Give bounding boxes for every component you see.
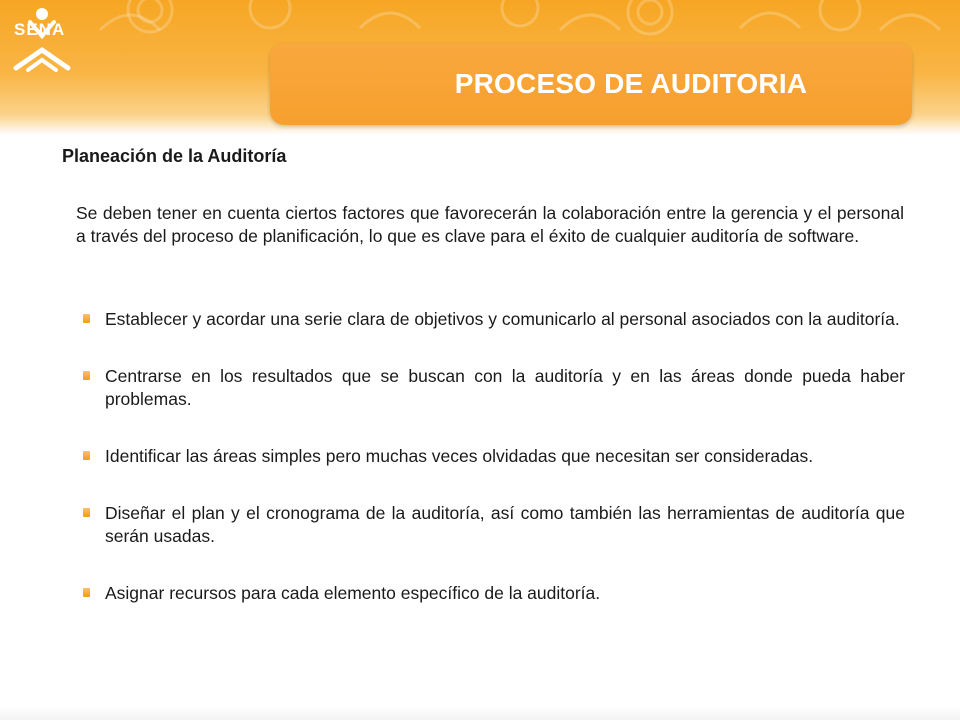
bullet-text: Establecer y acordar una serie clara de objetivos y comunicarlo al personal asociados con la auditoría. xyxy=(105,309,900,329)
bullet-icon xyxy=(83,588,90,597)
bullet-item xyxy=(83,365,905,411)
bullet-icon xyxy=(83,371,90,380)
bullet-item xyxy=(83,502,905,548)
bullet-text: Identificar las áreas simples pero muchas veces olvidadas que necesitan ser consideradas. xyxy=(105,446,814,466)
intro-paragraph: Se deben tener en cuenta ciertos factores que favorecerán la colaboración entre la gerencia y el personal a través del proceso de planificación, lo que es clave para el éxito de cualquier auditoría de software. xyxy=(76,203,904,246)
bullet-text: Centrarse en los resultados que se buscan con la auditoría y en las áreas donde pueda haber problemas. xyxy=(105,366,905,409)
bullet-icon xyxy=(83,451,90,460)
sena-logo xyxy=(8,6,76,78)
section-heading: Planeación de la Auditoría xyxy=(62,146,287,166)
logo-text: SENA xyxy=(14,20,66,39)
bullet-item xyxy=(83,582,905,605)
page-title: PROCESO DE AUDITORIA xyxy=(454,68,808,99)
bullet-item xyxy=(83,445,905,468)
bullet-icon xyxy=(83,314,90,323)
bullet-list xyxy=(83,308,905,639)
bullet-item xyxy=(83,308,905,331)
title-banner xyxy=(270,43,912,125)
slide-footer xyxy=(0,706,960,720)
bullet-text: Diseñar el plan y el cronograma de la auditoría, así como también las herramientas de auditoría que serán usadas. xyxy=(105,503,905,546)
bullet-text: Asignar recursos para cada elemento específico de la auditoría. xyxy=(105,583,601,603)
bullet-icon xyxy=(83,508,90,517)
